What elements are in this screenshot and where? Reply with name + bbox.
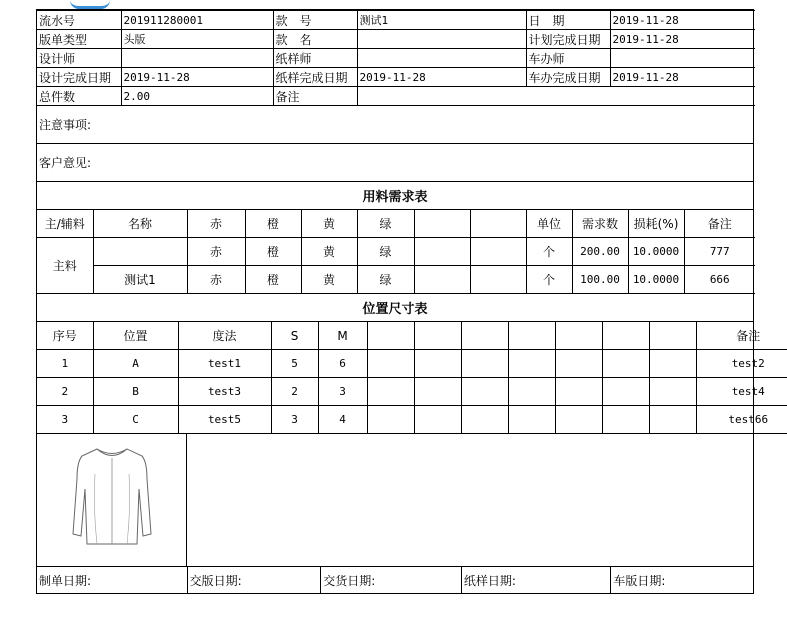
header-label: 日 期 — [526, 11, 610, 30]
size-header-cell: 度法 — [178, 322, 271, 350]
material-header-cell: 黄 — [301, 210, 357, 238]
table-row — [37, 238, 755, 266]
material-header-cell: 单位 — [526, 210, 572, 238]
header-table — [37, 10, 755, 106]
header-label: 款 名 — [273, 30, 357, 49]
image-row — [37, 434, 753, 567]
size-cell: 1 — [37, 350, 93, 378]
size-table — [37, 322, 787, 434]
size-cell — [367, 378, 414, 406]
size-cell — [649, 406, 696, 434]
size-cell: 5 — [271, 350, 318, 378]
material-header-cell: 名称 — [93, 210, 187, 238]
material-cell — [414, 266, 470, 294]
size-cell: test2 — [696, 350, 787, 378]
material-title: 用料需求表 — [37, 182, 753, 210]
table-row — [37, 350, 787, 378]
header-row — [37, 30, 755, 49]
footer-date-field: 车版日期: — [613, 573, 666, 588]
header-row — [37, 49, 755, 68]
size-cell — [461, 350, 508, 378]
size-cell: 2 — [271, 378, 318, 406]
material-header-cell: 需求数 — [572, 210, 628, 238]
size-header-cell — [555, 322, 602, 350]
image-blank-area — [187, 434, 753, 566]
material-cell: 个 — [526, 238, 572, 266]
material-cell: 橙 — [245, 238, 301, 266]
size-cell — [414, 350, 461, 378]
table-row — [37, 378, 787, 406]
header-label: 纸样师 — [273, 49, 357, 68]
header-value: 2019-11-28 — [610, 68, 755, 87]
size-cell — [508, 378, 555, 406]
material-header-cell: 损耗(%) — [628, 210, 684, 238]
remark-label: 备注 — [273, 87, 357, 106]
size-header-cell — [461, 322, 508, 350]
material-header-cell: 赤 — [187, 210, 245, 238]
footer-date-field: 制单日期: — [37, 567, 188, 593]
size-cell: 3 — [271, 406, 318, 434]
header-label: 车办师 — [526, 49, 610, 68]
material-cell: 测试1 — [93, 266, 187, 294]
attention-line: 注意事项: — [37, 106, 753, 144]
material-cell — [470, 266, 526, 294]
material-cell: 赤 — [187, 238, 245, 266]
header-value — [357, 49, 526, 68]
header-value: 201911280001 — [121, 11, 273, 30]
material-cell: 个 — [526, 266, 572, 294]
size-cell: B — [93, 378, 178, 406]
size-cell: test1 — [178, 350, 271, 378]
material-cell: 666 — [684, 266, 755, 294]
header-value: 2019-11-28 — [357, 68, 526, 87]
size-header-cell — [367, 322, 414, 350]
footer-date-field: 交版日期: — [188, 567, 322, 593]
material-cell: 200.00 — [572, 238, 628, 266]
header-label: 计划完成日期 — [526, 30, 610, 49]
material-cell: 赤 — [187, 266, 245, 294]
material-cell: 100.00 — [572, 266, 628, 294]
header-label: 纸样完成日期 — [273, 68, 357, 87]
material-cell: 10.0000 — [628, 238, 684, 266]
size-title: 位置尺寸表 — [37, 294, 753, 322]
header-value: 2019-11-28 — [610, 30, 755, 49]
material-header-row — [37, 210, 755, 238]
material-cell: 777 — [684, 238, 755, 266]
size-cell — [508, 350, 555, 378]
material-cell: 黄 — [301, 238, 357, 266]
size-cell: 2 — [37, 378, 93, 406]
size-cell: test3 — [178, 378, 271, 406]
material-header-cell — [414, 210, 470, 238]
size-cell — [602, 406, 649, 434]
size-header-cell: 位置 — [93, 322, 178, 350]
material-cell — [470, 238, 526, 266]
material-cell: 10.0000 — [628, 266, 684, 294]
size-cell: 3 — [37, 406, 93, 434]
material-cell — [414, 238, 470, 266]
table-row — [37, 406, 787, 434]
material-table — [37, 210, 755, 294]
size-header-cell: S — [271, 322, 318, 350]
header-value: 2019-11-28 — [121, 68, 273, 87]
header-label: 流水号 — [37, 11, 121, 30]
material-cell: 绿 — [357, 238, 414, 266]
header-label: 款 号 — [273, 11, 357, 30]
header-value — [610, 49, 755, 68]
size-cell: 6 — [318, 350, 367, 378]
logo-fragment — [70, 0, 110, 9]
header-value: 测试1 — [357, 11, 526, 30]
size-cell — [602, 350, 649, 378]
size-cell — [461, 406, 508, 434]
size-cell — [555, 350, 602, 378]
header-row — [37, 11, 755, 30]
material-header-cell: 橙 — [245, 210, 301, 238]
header-label: 版单类型 — [37, 30, 121, 49]
size-cell — [367, 350, 414, 378]
size-header-cell — [414, 322, 461, 350]
material-cell: 绿 — [357, 266, 414, 294]
table-row — [37, 266, 755, 294]
size-cell: A — [93, 350, 178, 378]
sample-order-sheet — [36, 9, 769, 594]
size-cell — [414, 378, 461, 406]
material-cell — [93, 238, 187, 266]
total-value: 2.00 — [121, 87, 273, 106]
size-cell: test66 — [696, 406, 787, 434]
header-label: 车办完成日期 — [526, 68, 610, 87]
header-value: 头版 — [121, 30, 273, 49]
size-cell — [602, 378, 649, 406]
header-value: 2019-11-28 — [610, 11, 755, 30]
size-cell — [508, 406, 555, 434]
size-header-cell: M — [318, 322, 367, 350]
jacket-sketch-icon — [67, 444, 157, 554]
size-cell — [461, 378, 508, 406]
footer-dates — [37, 567, 753, 593]
size-cell — [649, 350, 696, 378]
material-group-label: 主料 — [37, 238, 93, 294]
size-header-row — [37, 322, 787, 350]
material-cell: 黄 — [301, 266, 357, 294]
size-cell: test4 — [696, 378, 787, 406]
header-value — [121, 49, 273, 68]
garment-image — [37, 434, 187, 566]
size-cell — [414, 406, 461, 434]
header-row — [37, 68, 755, 87]
header-label: 设计完成日期 — [37, 68, 121, 87]
size-header-cell — [508, 322, 555, 350]
footer-date-field: 纸样日期: — [462, 567, 612, 593]
size-cell — [555, 378, 602, 406]
size-cell: 3 — [318, 378, 367, 406]
size-cell — [555, 406, 602, 434]
size-cell: 4 — [318, 406, 367, 434]
customer-opinion-line: 客户意见: — [37, 144, 753, 182]
material-cell: 橙 — [245, 266, 301, 294]
size-header-cell: 序号 — [37, 322, 93, 350]
size-cell: test5 — [178, 406, 271, 434]
size-cell: C — [93, 406, 178, 434]
material-header-cell: 备注 — [684, 210, 755, 238]
size-header-cell: 备注 — [696, 322, 787, 350]
size-header-cell — [649, 322, 696, 350]
header-value — [357, 30, 526, 49]
material-header-cell — [470, 210, 526, 238]
size-header-cell — [602, 322, 649, 350]
header-label: 设计师 — [37, 49, 121, 68]
size-cell — [367, 406, 414, 434]
size-cell — [649, 378, 696, 406]
total-label: 总件数 — [37, 87, 121, 106]
remark-value — [357, 87, 755, 106]
footer-date-field: 交货日期: — [321, 567, 462, 593]
material-header-cell: 主/辅料 — [37, 210, 93, 238]
material-header-cell: 绿 — [357, 210, 414, 238]
